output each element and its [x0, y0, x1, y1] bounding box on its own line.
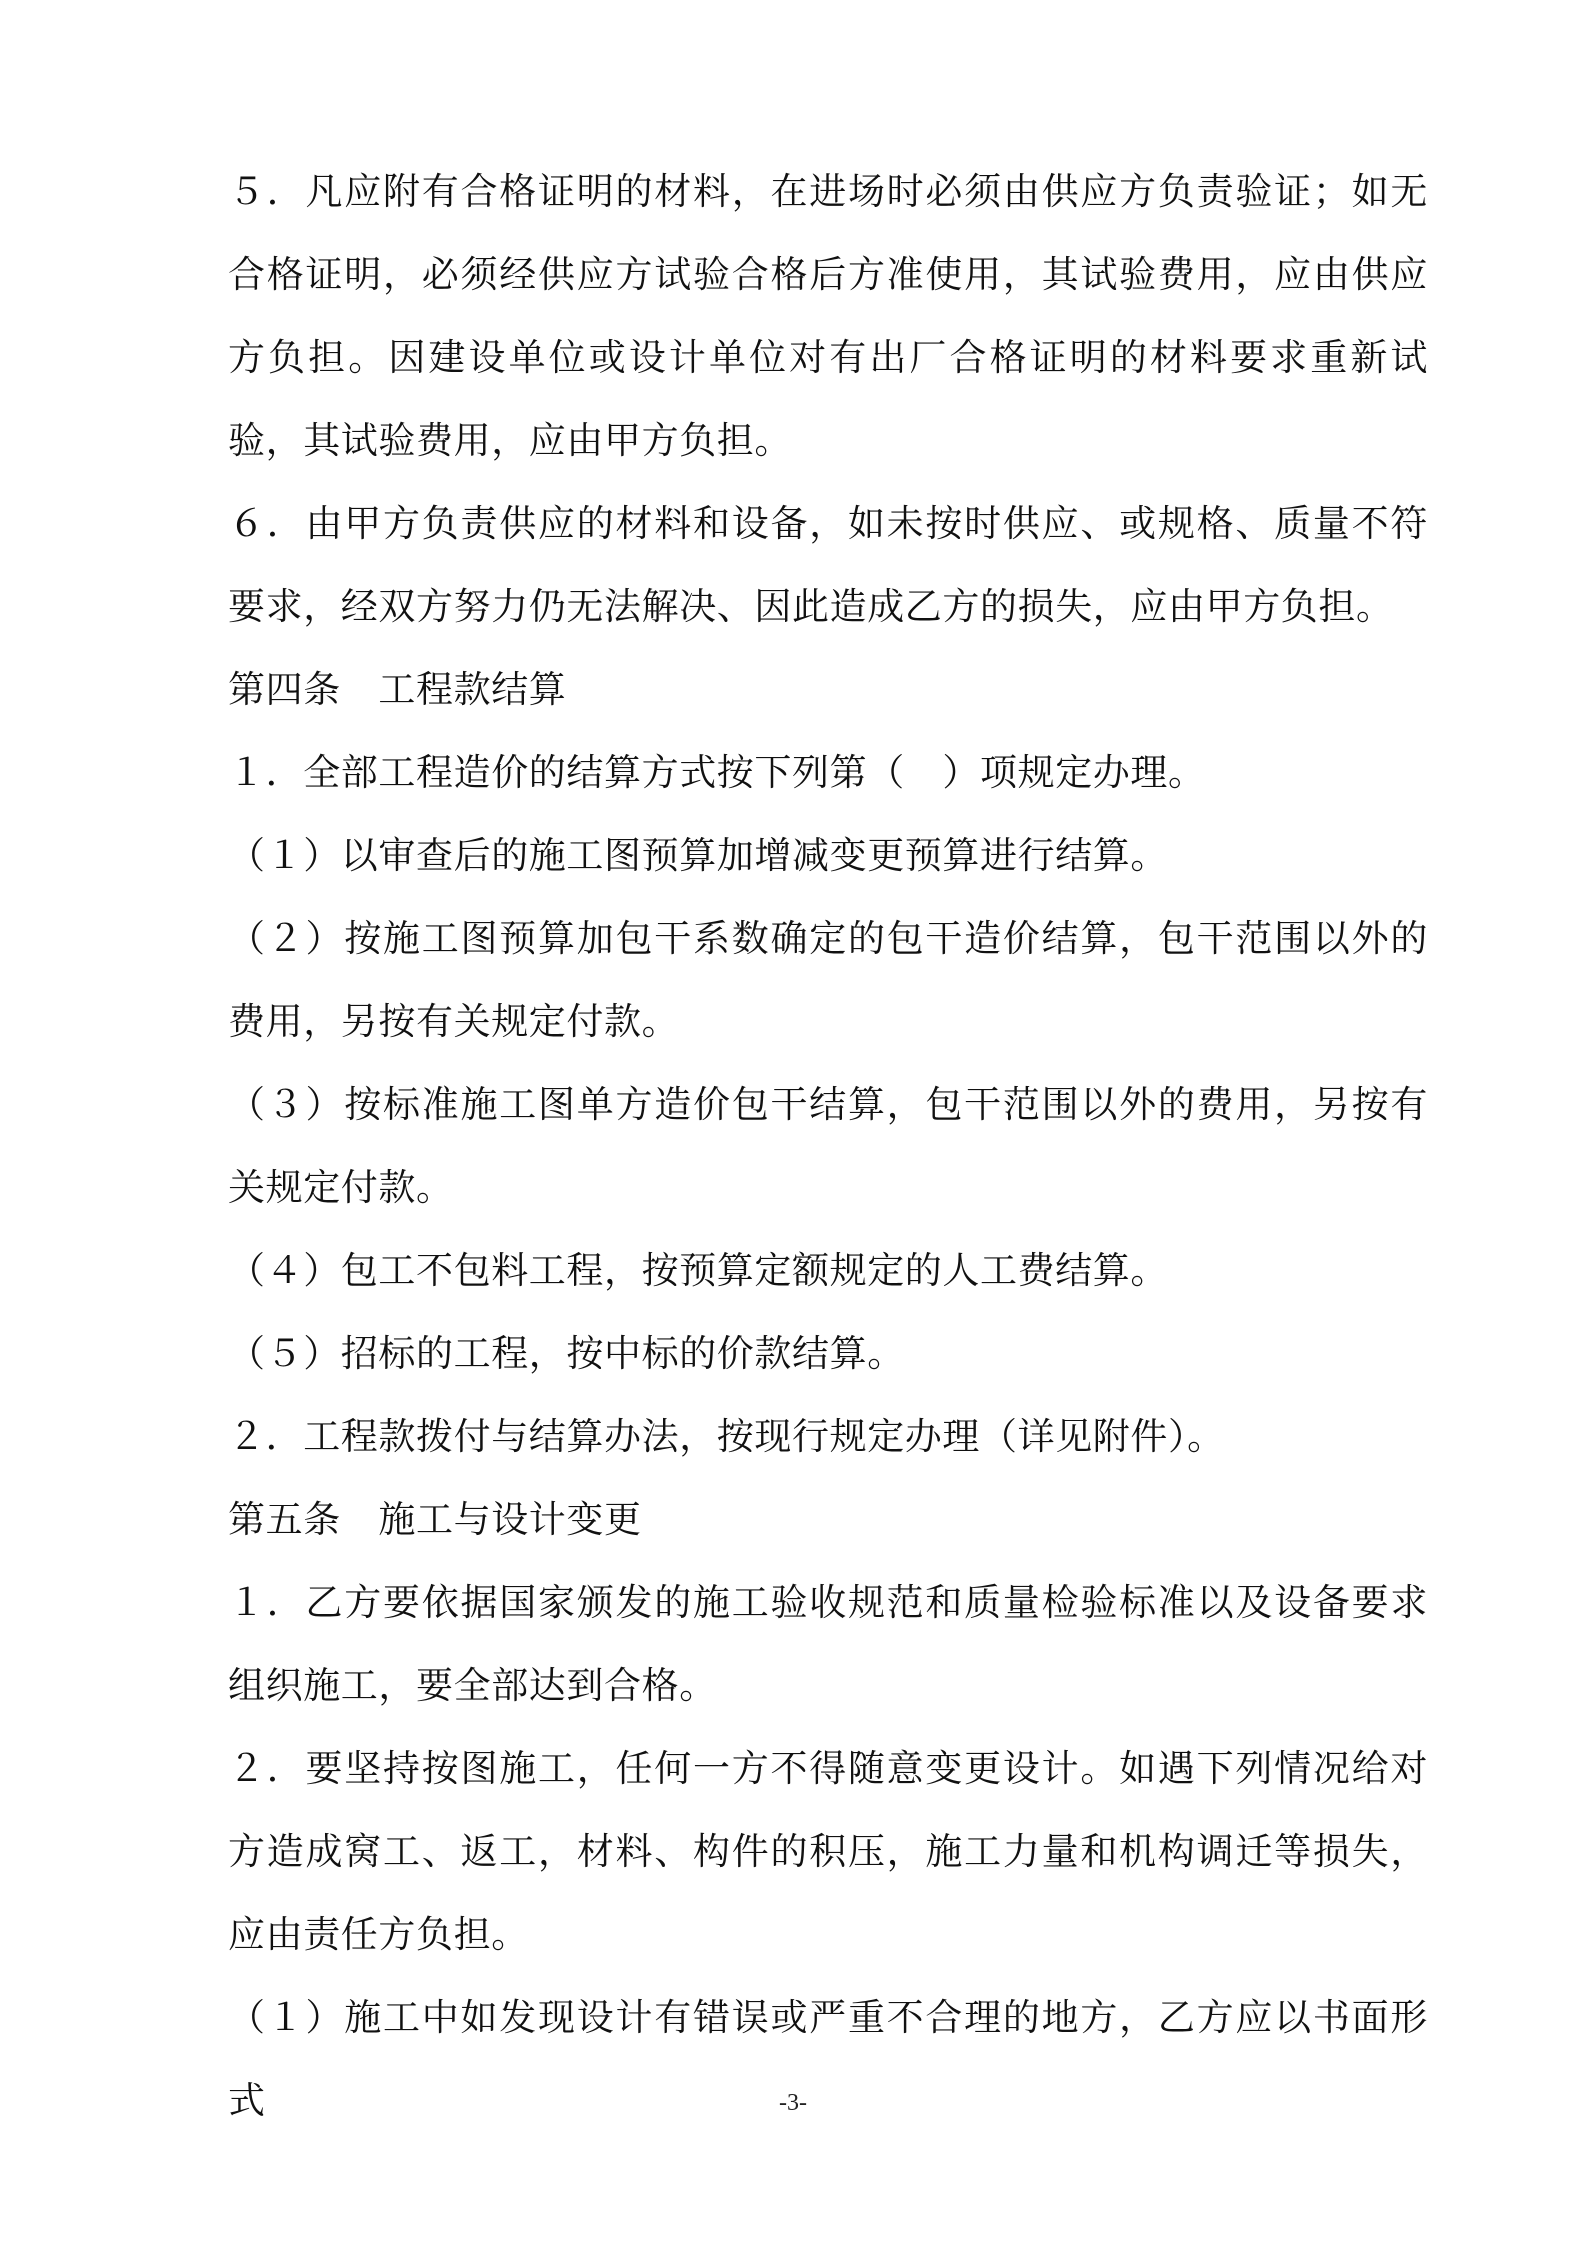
clause-5-item-2: ２．要坚持按图施工，任何一方不得随意变更设计。如遇下列情况给对方造成窝工、返工，材料、构件的积压，施工力量和机构调迁等损失，应由责任方负担。	[228, 1747, 1428, 1956]
clause-4-option-4: （４）包工不包料工程，按预算定额规定的人工费结算。	[228, 1249, 1168, 1292]
clause-4-item-2: ２．工程款拨付与结算办法，按现行规定办理（详见附件）。	[228, 1415, 1225, 1458]
article-4-heading: 第四条 工程款结算	[228, 668, 567, 711]
clause-3-item-5: ５．凡应附有合格证明的材料，在进场时必须由供应方负责验证；如无合格证明，必须经供应方试验合格后方准使用，其试验费用，应由供应方负担。因建设单位或设计单位对有出厂合格证明的材料要求重新试验，其试验费用，应由甲方负担。	[228, 170, 1428, 462]
clause-4-option-1: （１）以审查后的施工图预算加增减变更预算进行结算。	[228, 834, 1168, 877]
clause-4-option-5: （５）招标的工程，按中标的价款结算。	[228, 1332, 905, 1375]
clause-4-option-2: （２）按施工图预算加包干系数确定的包干造价结算，包干范围以外的费用，另按有关规定付款。	[228, 917, 1428, 1043]
clause-5-option-1: （１）施工中如发现设计有错误或严重不合理的地方，乙方应以书面形式	[228, 1996, 1428, 2122]
clause-4-item-1: １．全部工程造价的结算方式按下列第（ ）项规定办理。	[228, 751, 1206, 794]
article-5-heading: 第五条 施工与设计变更	[228, 1498, 642, 1541]
clause-5-item-1: １．乙方要依据国家颁发的施工验收规范和质量检验标准以及设备要求组织施工，要全部达到合格。	[228, 1581, 1428, 1707]
clause-4-option-3: （３）按标准施工图单方造价包干结算，包干范围以外的费用，另按有关规定付款。	[228, 1083, 1428, 1209]
clause-3-item-6: ６．由甲方负责供应的材料和设备，如未按时供应、或规格、质量不符要求，经双方努力仍无法解决、因此造成乙方的损失，应由甲方负担。	[228, 502, 1428, 628]
contract-text	[228, 150, 1428, 2142]
page-number: -3-	[779, 2090, 807, 2116]
